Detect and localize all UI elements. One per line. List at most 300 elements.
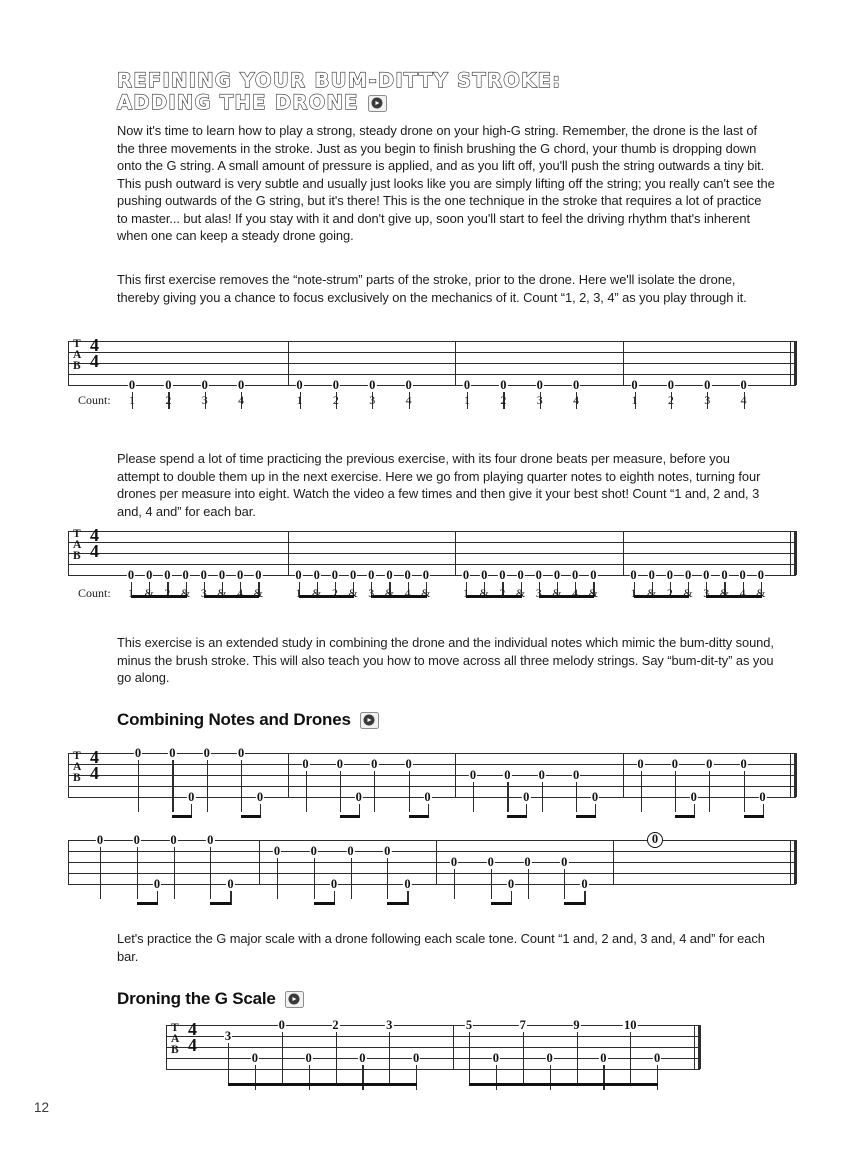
tab-note: 0 [630,568,637,582]
note-stem [528,869,529,899]
tab-note: 0 [127,568,135,582]
tab-note: 0 [504,768,511,782]
staff-lines [68,335,796,392]
tab-note: 0 [690,790,697,804]
tab-note: 0 [469,768,477,782]
tab-note: 0 [637,757,644,771]
count-beat: & [588,586,598,600]
tab-note: 0 [251,1051,258,1065]
count-label: Count: [78,393,111,407]
play-video-icon[interactable] [360,712,379,729]
final-barline-thin [790,840,791,884]
tab-note: 0 [450,855,458,869]
note-beam [228,1083,417,1086]
tab-note: 0 [631,378,638,392]
paragraph-combining: This exercise is an extended study in combining the drone and the individual notes which mimic the bum-ditty sound, minus the brush stroke. This will also teach you how to move across all three melody strings. Say “bum-dit-ty” as you go along. [117,635,774,685]
time-signature-denominator: 4 [90,763,99,783]
staff-lines [68,525,796,582]
note-stem [174,847,175,899]
tab-note: 3 [386,1018,393,1032]
staff-lines [166,1018,700,1069]
note-beam [409,815,429,818]
count-beat: 2 [165,393,172,407]
tab-clef-a: A [73,761,82,774]
tab-clef-t: T [171,1022,179,1034]
staff-line-3 [68,862,796,863]
paragraph-g-scale: Let's practice the G major scale with a drone following each scale tone. Count “1 and, 2 and, 3 and, 4 and” for each bar. [117,931,765,964]
tab-note: 0 [462,568,470,582]
tab-note: 0 [413,1051,420,1065]
barline [455,753,456,797]
tab-clef-b: B [171,1044,179,1057]
tab-note: 0 [305,1051,312,1065]
barline-start [166,1025,167,1069]
note-beam [469,1083,658,1086]
staff-line-4 [68,374,796,375]
staff-line-5 [166,1069,700,1070]
barline [288,753,289,797]
staff-line-4 [68,873,796,874]
tab-clef [73,751,81,785]
tab-clef-t: T [73,338,81,350]
count-beat: & [180,586,191,600]
subheading-droning-the-g-scale [117,989,304,1009]
barline [453,1025,454,1069]
count-beat: 3 [200,586,207,600]
tab-staff-exercise-1 [68,335,796,407]
count-beat: & [421,586,431,600]
tab-note: 0 [405,378,412,392]
tab-note: 0 [359,1051,366,1065]
note-stem [577,1032,578,1084]
note-stem [387,858,388,899]
tab-note: 0 [590,568,597,582]
final-barline-thick [794,840,797,884]
staff-line-2 [68,352,796,353]
tab-note: 0 [310,844,317,858]
time-signature-numerator: 4 [90,747,99,767]
count-beat: 4 [405,393,412,407]
count-beat: 1 [631,393,638,407]
note-stem [207,760,208,812]
play-video-icon[interactable] [368,95,387,112]
note-beam [387,902,408,905]
barline [455,341,456,385]
tab-note: 0 [404,568,411,582]
tab-note: 0 [296,378,303,392]
note-stem [351,858,352,899]
count-beat: 4 [740,393,747,407]
final-barline-thin [790,531,791,575]
tab-note: 0 [134,746,142,760]
count-beat: 1 [129,393,135,407]
tab-note: 0 [524,855,531,869]
tab-note: 0 [96,833,104,847]
tab-note: 7 [519,1018,526,1032]
subheading-combining-notes-and-drones [117,710,379,730]
tab-note: 0 [492,1051,499,1065]
tab-note: 0 [684,568,692,582]
barline-start [68,840,69,884]
count-beat: 4 [238,393,245,407]
tab-clef-t: T [73,750,81,762]
staff-line-1 [68,531,796,532]
count-beat: 3 [368,586,375,600]
tab-note: 0 [188,790,195,804]
staff-line-1 [68,341,796,342]
note-beam [564,902,585,905]
tab-note: 10 [624,1018,637,1032]
tab-note: 0 [336,757,343,771]
count-row-exercise-1 [68,393,796,411]
tab-note: 0 [667,378,674,392]
note-stem [340,771,341,812]
page-title [117,70,777,114]
tab-note: 0 [227,877,234,891]
barline [613,840,614,884]
count-beat: 2 [331,586,338,600]
tab-note: 0 [384,844,391,858]
time-signature-numerator: 4 [188,1019,197,1039]
count-beat: 1 [463,586,469,600]
note-stem [137,847,138,899]
count-beat: 3 [703,586,710,600]
tab-note: 0 [573,768,580,782]
staff-line-3 [68,363,796,364]
tab-clef-a: A [73,349,82,362]
tab-note: 0 [581,877,588,891]
tab-note: 0 [295,568,302,582]
note-beam [340,815,360,818]
tab-clef [73,529,81,563]
tab-staff-exercise-4 [166,1018,700,1069]
staff-line-5 [68,884,796,885]
subheading-text: Droning the G Scale [117,989,276,1008]
tab-note: 0 [739,568,746,582]
count-beat: 2 [667,393,674,407]
staff-line-1 [166,1025,700,1026]
count-beat: & [719,586,730,600]
note-beam [491,902,512,905]
tab-note: 0 [487,855,494,869]
tab-note: 0 [546,1051,553,1065]
staff-lines [68,746,796,804]
count-beat: & [348,586,358,600]
note-stem [675,771,676,812]
staff-line-4 [68,786,796,787]
note-stem [336,1032,337,1084]
tab-note: 0 [648,568,655,582]
note-stem [241,760,242,812]
tab-note: 0 [757,568,764,582]
note-stem [172,760,173,812]
tab-note: 0 [424,790,431,804]
tab-note: 0 [463,378,471,392]
count-beat: 2 [499,586,506,600]
note-stem [744,771,745,812]
barline [436,840,437,884]
count-beat: & [384,586,395,600]
tab-note: 0 [654,1051,661,1065]
tab-note: 5 [465,1018,473,1032]
note-stem [473,782,474,812]
note-stem [469,1032,470,1084]
staff-lines [68,832,796,891]
time-signature [90,749,99,781]
tab-note: 0 [386,568,393,582]
tab-note-circled: 0 [647,832,663,848]
count-beat: 1 [128,586,134,600]
tab-note: 0 [153,877,161,891]
tab-note: 0 [332,378,339,392]
tab-note: 0 [561,855,568,869]
barline-start [68,531,69,575]
count-beat: & [515,586,526,600]
tab-note: 0 [591,790,599,804]
final-barline-thick [794,341,797,385]
count-beat: 1 [295,586,302,600]
tab-note: 0 [278,1018,285,1032]
count-beat: 3 [536,393,543,407]
tab-note: 0 [349,568,357,582]
staff-line-2 [166,1036,700,1037]
staff-line-4 [166,1058,700,1059]
barline [288,531,289,575]
barline [623,531,624,575]
tab-note: 0 [218,568,226,582]
note-stem [709,771,710,812]
tab-note: 0 [500,378,507,392]
tab-note: 0 [481,568,488,582]
tab-note: 0 [331,568,338,582]
staff-line-2 [68,542,796,543]
tab-note: 0 [203,746,210,760]
tab-note: 0 [273,844,281,858]
tab-note: 0 [369,378,376,392]
count-beat: 3 [704,393,711,407]
tab-note: 0 [256,790,264,804]
tab-note: 9 [573,1018,580,1032]
tab-note: 0 [706,757,713,771]
final-barline-thick [794,753,797,797]
count-row-exercise-2 [68,586,796,604]
tab-note: 0 [535,568,542,582]
count-beat: & [756,586,766,600]
count-beat: 1 [464,393,470,407]
tab-clef [171,1023,179,1057]
note-stem [100,847,101,899]
count-beat: & [144,586,154,600]
note-stem [523,1032,524,1084]
final-barline-thick [794,531,797,575]
tab-note: 0 [207,833,214,847]
tab-note: 0 [371,757,378,771]
tab-note: 0 [133,833,140,847]
paragraph-intro: Now it's time to learn how to play a strong, steady drone on your high-G string. Remember, the drone is the last of the three movements in the stroke. Just as you begin to finish brushing the G chord, your thumb is dropping down onto the G string. A small amount of pressure is applied, and as you lift off, you'll push the string outwards a tiny bit. This push outward is very subtle and usually just looks like you are simply lifting off the string; you really can't see the pushing outwards of the G string, but it's there! This is the one technique in the stroke that requires a lot of practice to master... but alas! If you stay with it and don't give up, soon you'll start to feel the driving rhythm that's inherent when one can keep a steady drone going. [117,123,775,243]
staff-line-4 [68,564,796,565]
tab-note: 0 [740,378,747,392]
tab-clef-a: A [73,539,82,552]
note-beam [210,902,231,905]
note-stem [564,869,565,899]
tab-note: 0 [255,568,262,582]
note-beam [241,815,261,818]
tab-note: 3 [224,1029,232,1043]
count-beat: & [647,586,657,600]
page-title-line-1: REFINING YOUR BUM-DITTY STROKE: [117,69,562,92]
note-stem [138,760,139,812]
count-beat: 3 [535,586,542,600]
count-beat: 2 [332,393,339,407]
note-beam [744,815,764,818]
note-stem [542,782,543,812]
tab-note: 0 [523,790,530,804]
paragraph-first-exercise: This first exercise removes the “note-strum” parts of the stroke, prior to the drone. Here we'll isolate the drone, thereby giving you a chance to focus exclusively on the mechanics of it. Count “1, 2, 3, 4” as you play through it. [117,272,747,305]
page-number: 12 [34,1100,50,1115]
note-beam [314,902,335,905]
tab-note: 0 [347,844,354,858]
final-barline-thick [698,1025,701,1069]
tab-note: 0 [422,568,429,582]
tab-note: 0 [721,568,728,582]
note-beam [675,815,695,818]
time-signature-denominator: 4 [188,1035,197,1055]
tab-note: 0 [170,833,177,847]
tab-staff-exercise-2 [68,525,796,600]
note-beam [137,902,158,905]
page-title-line-2 [117,92,777,114]
note-stem [282,1032,283,1084]
staff-line-3 [166,1047,700,1048]
staff-line-2 [68,851,796,852]
staff-line-5 [68,385,796,386]
time-signature-numerator: 4 [90,335,99,355]
barline [259,840,260,884]
play-video-icon[interactable] [285,991,304,1008]
paragraph-eighth-notes: Please spend a lot of time practicing the previous exercise, with its four drone beats per measure, before you attempt to double them up in the next exercise. Here we go from playing quarter notes to eighth notes, turning four drones per measure into eight. Watch the video a few times and then give it your best shot! Count “1 and, 2 and, 3 and, 4 and” for each bar. [117,451,761,519]
count-beat: & [217,586,227,600]
tab-note: 0 [165,378,172,392]
tab-note: 0 [759,790,766,804]
count-label: Count: [78,586,111,600]
count-beat: 3 [369,393,376,407]
barline [623,753,624,797]
note-stem [454,869,455,899]
tab-note: 0 [238,378,245,392]
tab-note: 0 [671,757,678,771]
staff-line-3 [68,553,796,554]
time-signature-denominator: 4 [90,541,99,561]
tab-note: 0 [201,378,208,392]
barline [288,341,289,385]
tab-note: 0 [169,746,176,760]
count-beat: & [479,586,489,600]
count-beat: & [253,586,263,600]
time-signature-denominator: 4 [90,351,99,371]
tab-note: 0 [600,1051,607,1065]
tab-note: 0 [572,568,579,582]
tab-note: 0 [238,746,245,760]
staff-line-5 [68,797,796,798]
tab-note: 0 [538,768,545,782]
time-signature [188,1021,197,1053]
tab-note: 0 [182,568,189,582]
count-beat: & [552,586,562,600]
tab-note: 0 [164,568,171,582]
count-beat: 3 [201,393,208,407]
note-stem [228,1043,229,1084]
tab-note: 0 [507,877,515,891]
barline [623,341,624,385]
barline [455,531,456,575]
tab-note: 0 [666,568,673,582]
tab-clef-b: B [73,772,81,785]
count-beat: 4 [572,586,579,600]
note-beam [576,815,596,818]
count-beat: 2 [164,586,171,600]
count-beat: 4 [739,586,746,600]
tab-clef-t: T [73,528,81,540]
tab-note: 0 [146,568,153,582]
tab-note: 2 [332,1018,339,1032]
note-stem [389,1032,390,1084]
tab-note: 0 [302,757,309,771]
staff-line-1 [68,753,796,754]
final-barline-thin [790,341,791,385]
tab-note: 0 [704,378,711,392]
count-beat: 1 [630,586,637,600]
note-beam [507,815,527,818]
count-beat: 1 [296,393,303,407]
tab-note: 0 [517,568,524,582]
count-beat: 4 [404,586,411,600]
time-signature-numerator: 4 [90,525,99,545]
final-barline-thin [694,1025,695,1069]
note-stem [641,771,642,812]
note-stem [374,771,375,812]
barline-start [68,753,69,797]
staff-line-2 [68,764,796,765]
tab-note: 0 [313,568,320,582]
tab-note: 0 [573,378,580,392]
tab-clef-b: B [73,550,81,563]
note-beam [172,815,192,818]
tab-note: 0 [237,568,244,582]
tab-note: 0 [740,757,747,771]
count-beat: & [312,586,322,600]
tab-staff-exercise-3-system-1 [68,746,796,804]
count-beat: 4 [573,393,580,407]
note-stem [630,1032,631,1084]
note-stem [576,782,577,812]
tab-note: 0 [355,790,362,804]
tab-note: 0 [499,568,506,582]
tab-clef [73,339,81,373]
count-beat: 2 [500,393,507,407]
note-stem [277,858,278,899]
tab-clef-b: B [73,360,81,373]
staff-line-3 [68,775,796,776]
time-signature [90,337,99,369]
tab-note: 0 [330,877,338,891]
note-stem [507,782,508,812]
tab-note: 0 [368,568,375,582]
final-barline-thin [790,753,791,797]
note-stem [409,771,410,812]
note-stem [314,858,315,899]
note-stem [491,869,492,899]
count-beat: & [683,586,693,600]
